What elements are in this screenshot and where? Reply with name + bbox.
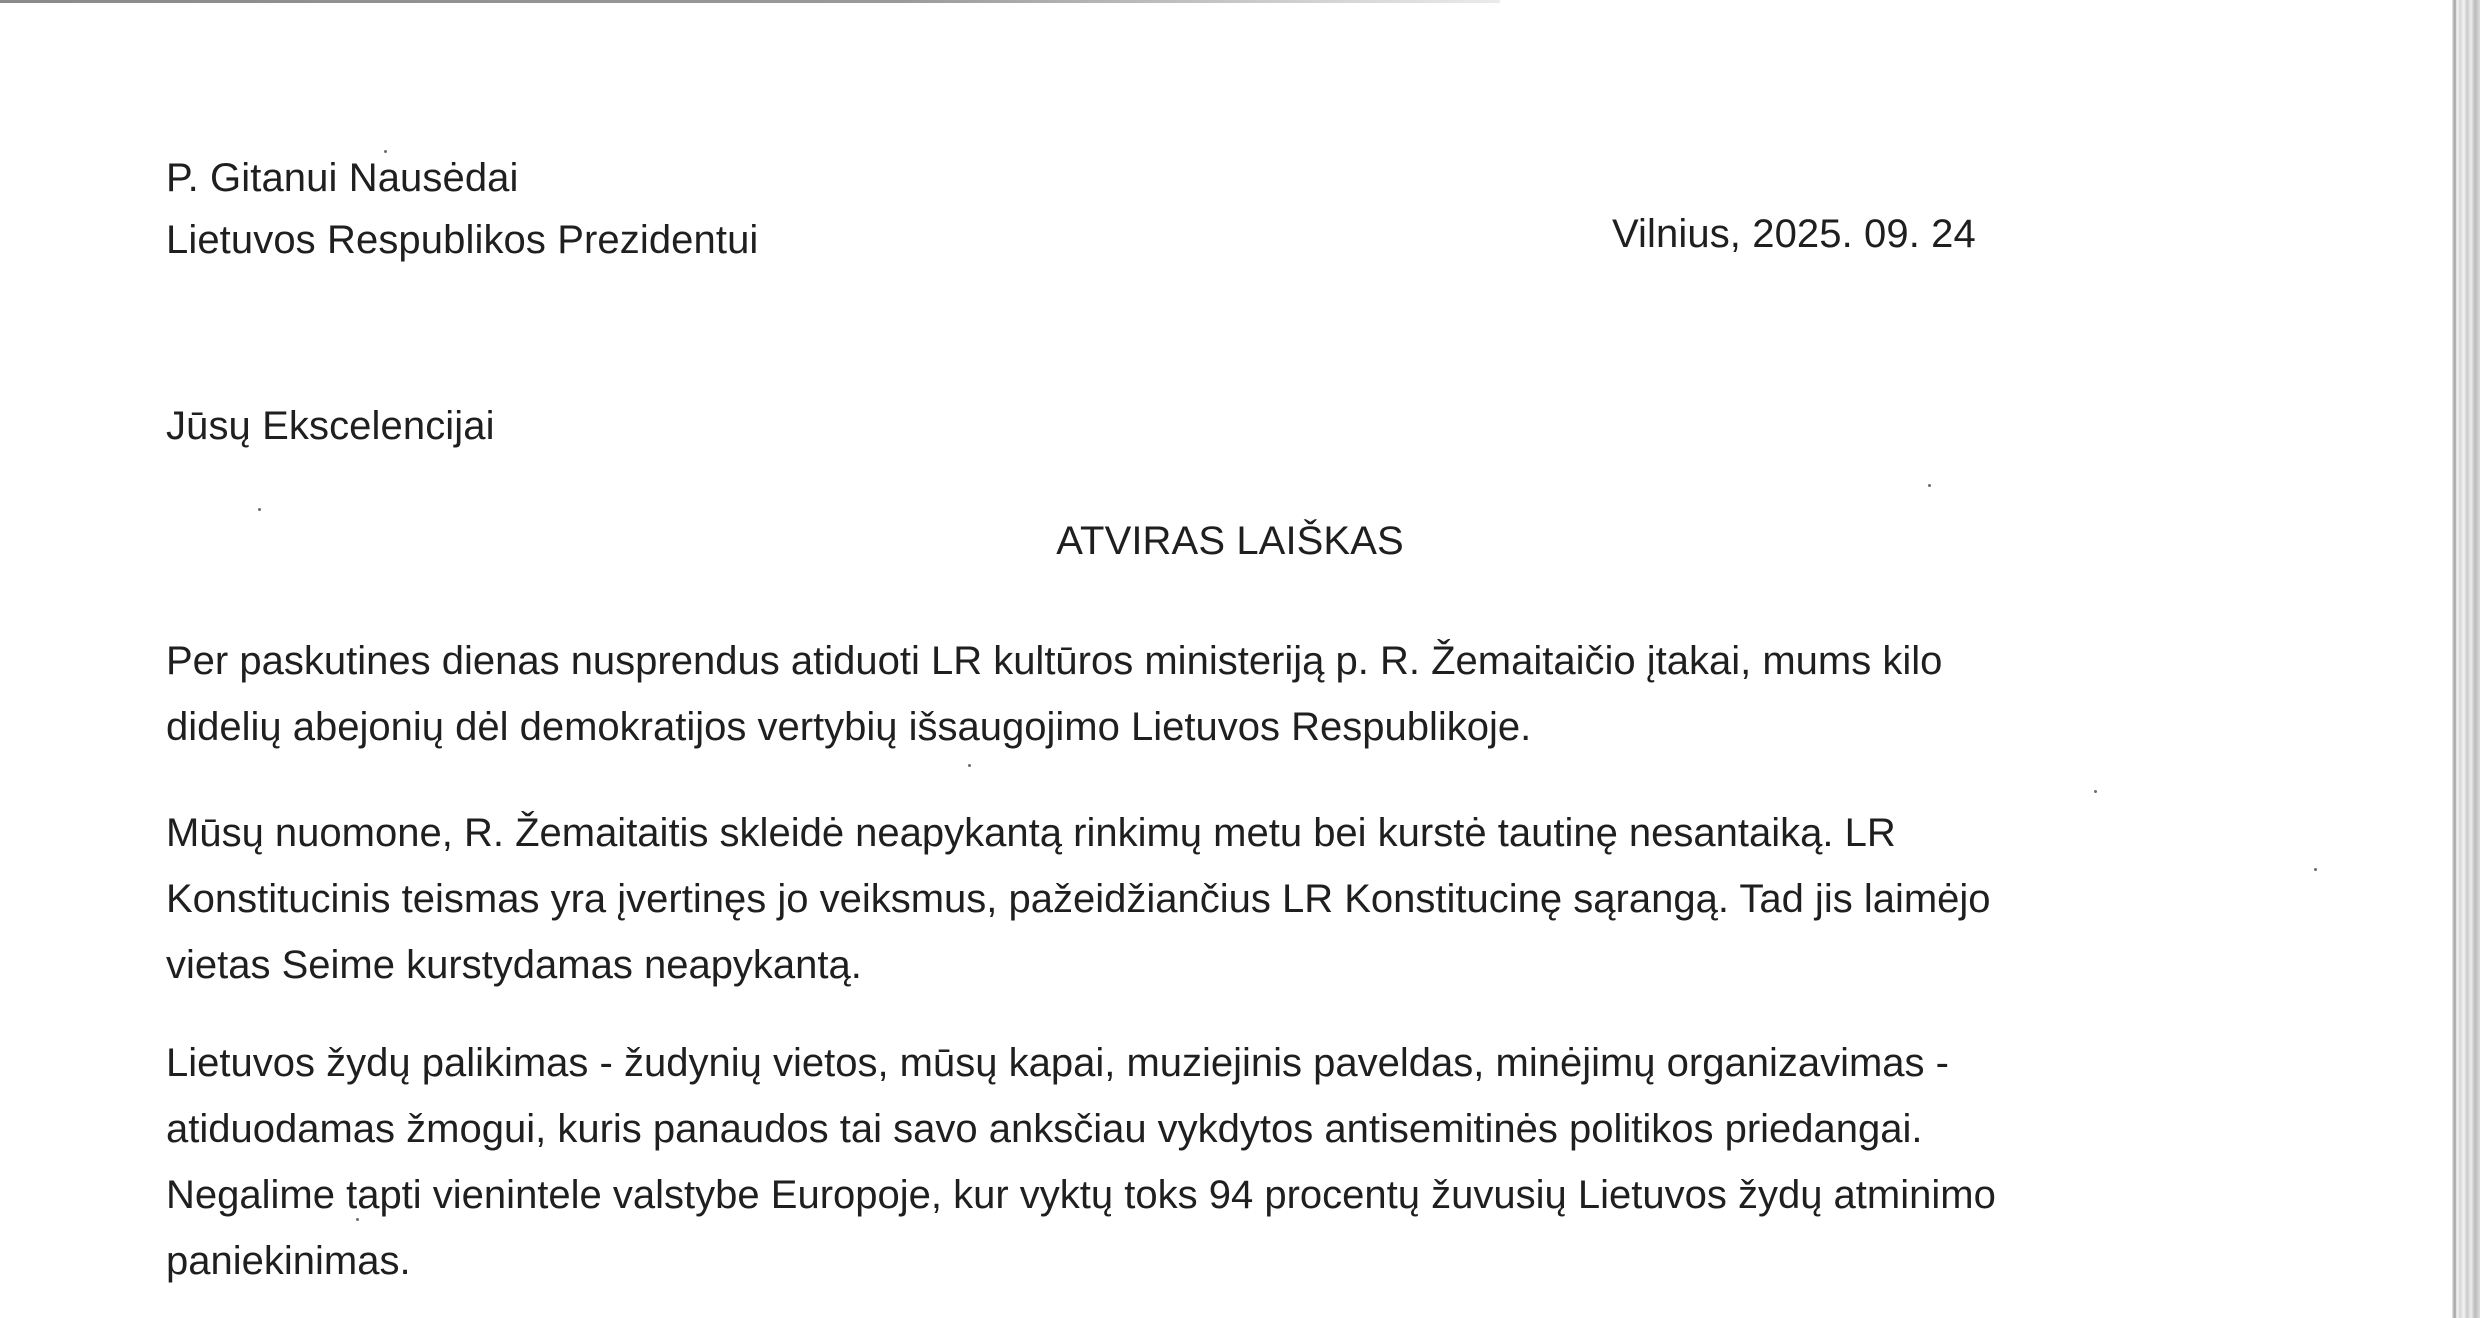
body-paragraph [166,800,2406,998]
scan-speck [258,508,261,511]
scan-right-edge [2452,0,2480,1318]
paragraph-line: atiduodamas žmogui, kuris panaudos tai savo anksčiau vykdytos antisemitinės politikos priedangai. [166,1107,1923,1151]
scan-speck [968,764,971,767]
scan-speck [1928,484,1931,487]
addressee-title: Lietuvos Respublikos Prezidentui [166,218,759,262]
paragraph-line: Negalime tapti vienintele valstybe Europoje, kur vyktų toks 94 procentų žuvusių Lietuvos žydų atminimo [166,1173,1996,1217]
addressee-name: P. Gitanui Nausėdai [166,156,519,200]
paragraph-line: paniekinimas. [166,1239,411,1283]
paragraph-line: Lietuvos žydų palikimas - žudynių vietos, mūsų kapai, muziejinis paveldas, minėjimų organizavimas - [166,1041,1949,1085]
scan-speck [2314,868,2317,871]
paragraph-line: vietas Seime kurstydamas neapykantą. [166,943,862,987]
scan-speck [356,1218,359,1221]
scan-speck [2094,790,2097,793]
paragraph-line: didelių abejonių dėl demokratijos vertybių išsaugojimo Lietuvos Respublikoje. [166,705,1532,749]
paragraph-line: Per paskutines dienas nusprendus atiduoti LR kultūros ministeriją p. R. Žemaitaičio įtakai, mums kilo [166,639,1943,683]
salutation: Jūsų Ekscelencijai [166,404,495,448]
paragraph-line: Konstitucinis teismas yra įvertinęs jo veiksmus, pažeidžiančius LR Konstitucinę sąrangą. Tad jis laimėjo [166,877,1991,921]
place-and-date: Vilnius, 2025. 09. 24 [1612,212,1976,256]
letter-title: ATVIRAS LAIŠKAS [1056,519,1404,563]
body-paragraph [166,1030,2406,1294]
body-paragraph [166,628,2406,760]
scan-speck [384,150,387,153]
paragraph-line: Mūsų nuomone, R. Žemaitaitis skleidė neapykantą rinkimų metu bei kurstė tautinę nesantaiką. LR [166,811,1896,855]
